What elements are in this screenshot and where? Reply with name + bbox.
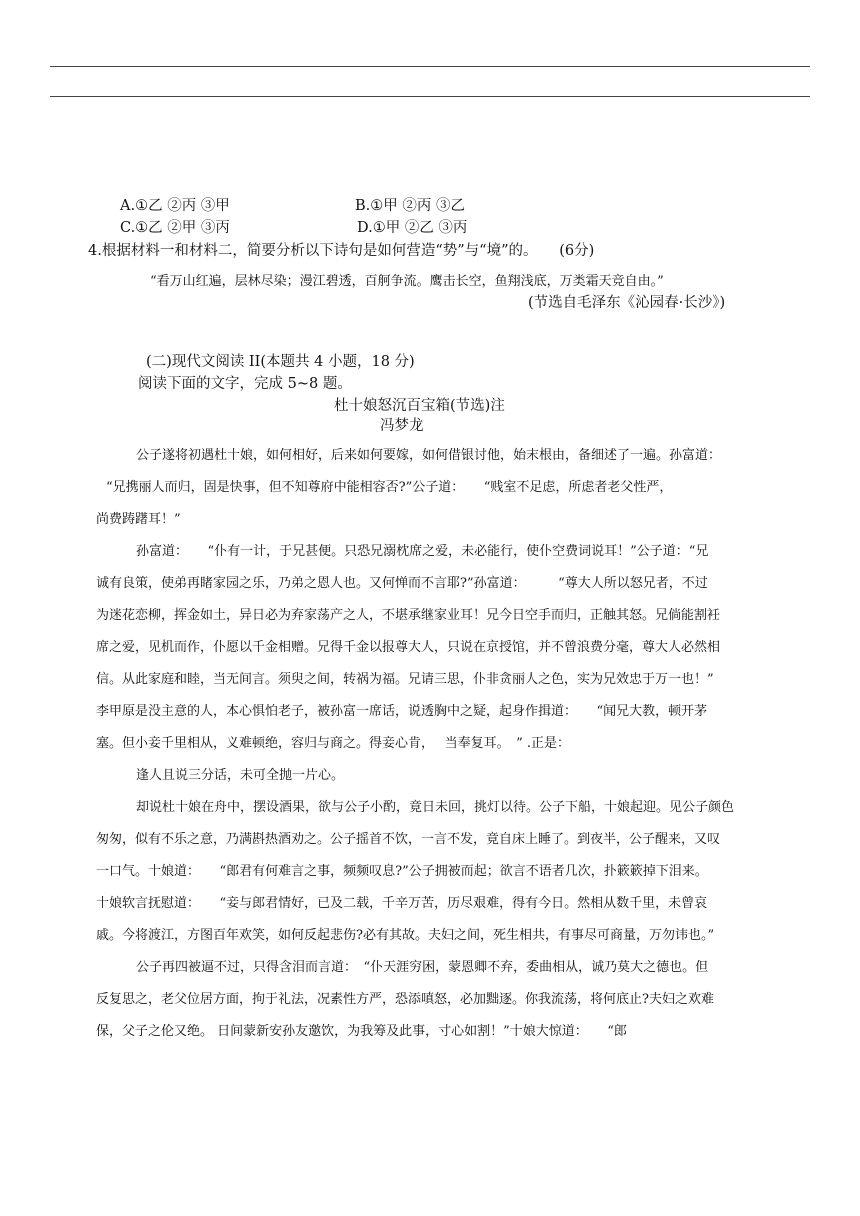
option-d: D.①甲 ②乙 ③丙 [357, 220, 468, 236]
article-paragraph-1 [96, 440, 766, 536]
article-verse [96, 760, 766, 792]
text-line: 反复思之，老父位居方面，拘于礼法，况素性方严，恐添嗔怒，必加黜逐。你我流荡，将何底止?夫妇之欢难 [96, 992, 714, 1007]
section-title: (二)现代文阅读 II(本题共 4 小题，18 分) [146, 354, 415, 370]
text-line: 公子遂将初遇杜十娘，如何相好，后来如何要嫁，如何借银讨他，始末根由，备细述了一遍。孙富道： [136, 448, 722, 463]
poem-quote: “看万山红遍，层林尽染；漫江碧透，百舸争流。鹰击长空，鱼翔浅底，万类霜天竞自由。” [150, 274, 664, 289]
text-line: 匆匆，似有不乐之意，乃满斟热酒劝之。公子摇首不饮，一言不发，竟自床上睡了。到夜半，公子醒来，又叹 [96, 832, 721, 847]
section-instruction: 阅读下面的文字，完成 5~8 题。 [138, 376, 352, 392]
text-line: 戚。今将渡江，方图百年欢笑，如何反起悲伤?必有其故。夫妇之间，死生相共，有事尽可商量，万勿讳也。” [96, 928, 715, 943]
option-b: B.①甲 ②丙 ③乙 [355, 198, 465, 214]
text-line: 塞。但小妾千里相从，义难顿绝，容归与商之。得妾心肯， 当奉复耳。 ” .正是： [96, 736, 571, 751]
text-line: 十娘软言抚慰道： “妾与郎君情好，已及二载，千辛万苦，历尽艰难，得有今日。然相从数千里，未曾哀 [96, 896, 708, 911]
text-line: 保，父子之伦又绝。 日间蒙新安孙友邀饮，为我筹及此事，寸心如割！”十娘大惊道： “郎 [96, 1024, 627, 1039]
question-4: 4.根据材料一和材料二，简要分析以下诗句是如何营造“势”与“境”的。 (6分) [88, 243, 595, 259]
article-paragraph-3 [96, 792, 766, 952]
article-author: 冯梦龙 [380, 418, 424, 434]
text-line: 尚费踌躇耳！” [96, 512, 181, 527]
text-line: 却说杜十娘在舟中，摆设酒果，欲与公子小酌，竟日未回，挑灯以待。公子下船，十娘起迎。见公子颜色 [136, 800, 735, 815]
article-paragraph-4 [96, 952, 766, 1048]
option-a: A.①乙 ②丙 ③甲 [120, 198, 230, 214]
text-line: 公子再四被逼不过，只得含泪而言道： “仆天涯穷困，蒙恩卿不弃，委曲相从，诚乃莫大之德也。但 [136, 960, 709, 975]
text-line: 一口气。十娘道： “郎君有何难言之事，频频叹息?”公子拥被而起；欲言不语者几次，扑簌簌掉下泪来。 [96, 864, 708, 879]
text-line: “兄携丽人而归，固是快事，但不知尊府中能相容否?”公子道： “贱室不足虑，所虑者老父性严， [106, 480, 673, 495]
option-c: C.①乙 ②甲 ③丙 [120, 220, 230, 236]
text-line: 为迷花恋柳，挥金如土，异日必为弃家荡产之人，不堪承继家业耳！兄今日空手而归，正触其怒。兄倘能割衽 [96, 608, 721, 623]
text-line: 逢人且说三分话，未可全抛一片心。 [136, 768, 345, 783]
article-title: 杜十娘怒沉百宝箱(节选)注 [334, 398, 505, 414]
poem-source: (节选自毛泽东《沁园春·长沙》) [528, 295, 726, 311]
text-line: 李甲原是没主意的人，本心惧怕老子，被孙富一席话，说透胸中之疑，起身作揖道： “闻兄大教，顿开茅 [96, 704, 708, 719]
text-line: 信。从此家庭和睦，当无间言。须臾之间，转祸为福。兄请三思，仆非贪丽人之色，实为兄效忠于万一也！” [96, 672, 714, 687]
header-rule-top [50, 66, 810, 67]
article-paragraph-2 [96, 536, 766, 760]
header-rule-bottom [50, 96, 810, 97]
text-line: 席之爱，见机而作，仆愿以千金相赠。兄得千金以报尊大人，只说在京授馆，并不曾浪费分毫，尊大人必然相 [96, 640, 721, 655]
text-line: 诚有良策，使弟再睹家园之乐，乃弟之恩人也。又何惮而不言耶?”孙富道： “尊大人所以怒兄者，不过 [96, 576, 708, 591]
text-line: 孙富道： “仆有一计，于兄甚便。只恐兄溺枕席之爱，未必能行，使仆空费词说耳！”公子道：“兄 [136, 544, 709, 559]
